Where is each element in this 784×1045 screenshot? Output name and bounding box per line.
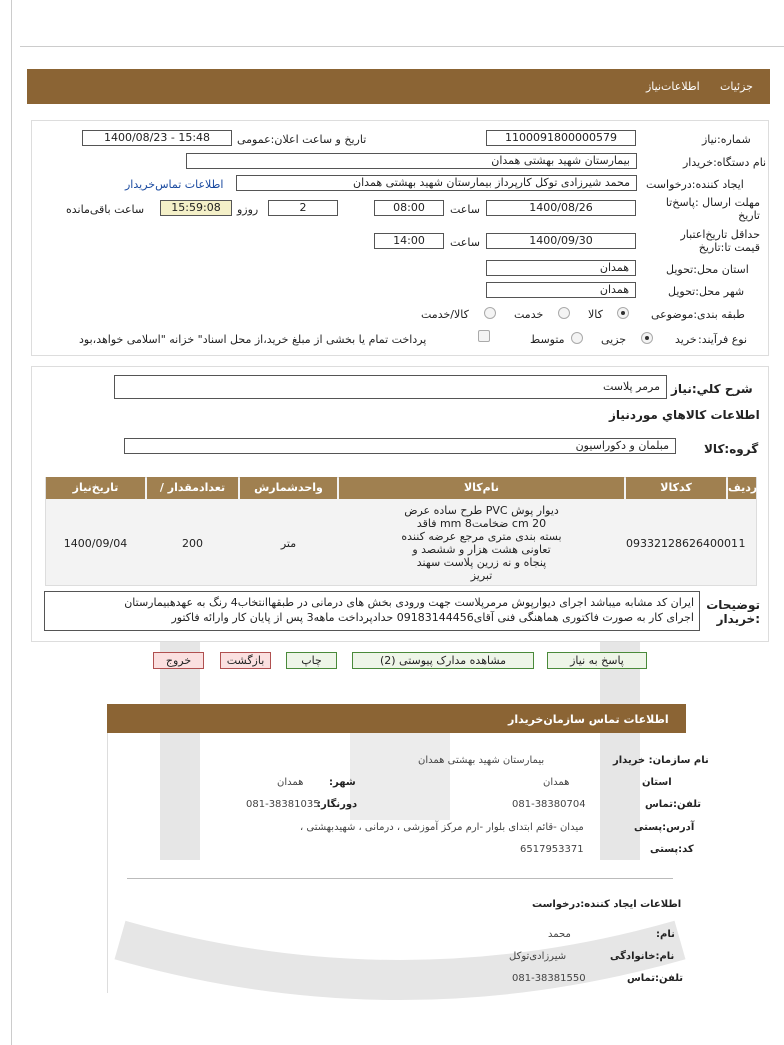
cell-unit: متر xyxy=(280,537,297,550)
announce-field: 1400/08/23 - 15:48 xyxy=(82,130,232,146)
validity-label: حداقل تاریخ‌اعتبار قیمت تا:تاریخ xyxy=(680,228,760,254)
buyer-org-field: بیمارستان شهید بهشتی همدان xyxy=(186,153,637,169)
process-partial-radio[interactable] xyxy=(641,332,653,344)
org-name-value: بیمارستان شهید بهشتی همدان xyxy=(418,755,545,766)
province-field: همدان xyxy=(486,260,636,276)
deadline-date-field: 1400/08/26 xyxy=(486,200,636,216)
phone-value-contact: 081-38380704 xyxy=(512,799,586,810)
back-button[interactable]: بازگشت xyxy=(220,652,271,669)
cell-need-date: 1400/09/04 xyxy=(63,537,128,550)
buyer-notes-label: توضیحات :خریدار xyxy=(706,598,760,626)
deadline-time-label: ساعت xyxy=(450,203,480,216)
buyer-notes-line: اجرای کار به صورت فاکتوری هماهنگی فنی آقای09183144456 حدادپرداخت ماهه3 پس از پایان کار وارائه فاکتور xyxy=(171,611,694,624)
item-name-line: 20 cm ضخامت8 mm فاقد xyxy=(416,517,547,530)
process-medium-label: متوسط xyxy=(530,333,565,346)
goods-group-label: گروه:کالا xyxy=(704,442,759,456)
cell-quantity: 200 xyxy=(182,537,203,550)
category-service-label: خدمت xyxy=(514,308,544,321)
general-desc-label: شرح کلي:نیاز xyxy=(671,382,753,396)
address-label-contact: آدرس:پستی xyxy=(634,822,695,833)
requester-label: ایجاد کننده:درخواست xyxy=(646,178,744,191)
exit-button[interactable]: خروج xyxy=(153,652,204,669)
col-header-unit: واحدشمارش xyxy=(240,477,337,499)
item-name-line: بسته بندی متری مرجع عرضه کننده xyxy=(401,530,562,543)
creator-family-label: نام:خانوادگی xyxy=(610,951,675,962)
buyer-notes-line: ایران کد مشابه میباشد اجرای دیوارپوش مرمرپلاست جهت ورودی بخش های درمانی در طبقهاانتخاب4 رنگ به عهدهبیمارستان xyxy=(124,596,694,609)
need-number-field: 1100091800000579 xyxy=(486,130,636,146)
postal-code-value: 6517953371 xyxy=(520,844,584,855)
process-buy-label: خرید xyxy=(675,333,697,346)
category-both-label: کالا/خدمت xyxy=(421,308,469,321)
treasury-payment-note: پرداخت تمام یا بخشی از مبلغ خرید،از محل اسناد" خزانه "اسلامی خواهد،بود xyxy=(79,333,427,346)
days-label: روزو xyxy=(237,203,259,216)
top-divider xyxy=(20,46,784,47)
goods-info-heading: اطلاعات کالاهاي موردنياز xyxy=(609,408,760,422)
remaining-time-field: 15:59:08 xyxy=(160,200,232,216)
buyer-contact-link[interactable]: اطلاعات تماس‌خریدار xyxy=(125,178,224,191)
attachments-button[interactable]: مشاهده مدارک پیوستی (2) xyxy=(352,652,534,669)
tab-details[interactable]: جزئیات xyxy=(720,80,753,93)
process-partial-label: جزیی xyxy=(601,333,627,346)
requester-field: محمد شیرزادی توکل کارپرداز بیمارستان شهید بهشتی همدان xyxy=(236,175,637,191)
cell-row-number: 1 xyxy=(738,537,746,550)
buyer-notes-box xyxy=(44,591,700,631)
address-value-contact: میدان -قائم ابتدای بلوار -ارم مرکز آموزشی ، درمانی ، شهیدبهشتی ، xyxy=(300,822,584,833)
creator-info-heading: اطلاعات ایجاد کننده:درخواست xyxy=(532,899,682,910)
remaining-label: ساعت باقی‌مانده xyxy=(66,203,145,216)
general-desc-field: مرمر پلاست xyxy=(114,375,667,399)
province-label: استان محل:تحویل xyxy=(666,263,749,276)
creator-name-value: محمد xyxy=(548,929,571,940)
process-label: نوع فرآیند: xyxy=(698,333,748,346)
contact-divider xyxy=(127,878,673,879)
validity-time-label: ساعت xyxy=(450,236,480,249)
creator-phone-label: تلفن:تماس xyxy=(627,973,684,984)
province-value-contact: همدان xyxy=(543,777,570,788)
process-medium-radio[interactable] xyxy=(571,332,583,344)
item-name-line: تبریز xyxy=(470,569,493,582)
category-service-radio[interactable] xyxy=(558,307,570,319)
fax-label-contact: دورنگار: xyxy=(317,799,358,810)
creator-phone-value: 081-38381550 xyxy=(512,973,586,984)
category-label: طبقه بندی:موضوعی xyxy=(651,308,745,321)
contact-section-border xyxy=(107,733,108,993)
category-goods-label: کالا xyxy=(588,308,603,321)
days-field: 2 xyxy=(268,200,338,216)
city-value-contact: همدان xyxy=(277,777,304,788)
cell-item-code: 0933212862640001 xyxy=(626,537,738,550)
reply-button[interactable]: پاسخ به نیاز xyxy=(547,652,647,669)
col-header-item-code: کدکالا xyxy=(626,477,726,499)
cell-item-name xyxy=(339,504,624,582)
tab-need-info[interactable]: اطلاعات‌نیاز xyxy=(646,80,700,93)
item-name-line: دیوار پوش PVC طرح ساده عرض xyxy=(404,504,559,517)
creator-family-value: شیرزادی‌توکل xyxy=(509,951,567,962)
postal-code-label: کد:پستی xyxy=(650,844,694,855)
announce-label: تاریخ و ساعت اعلان:عمومی xyxy=(237,133,367,146)
validity-date-field: 1400/09/30 xyxy=(486,233,636,249)
treasury-payment-checkbox[interactable] xyxy=(478,330,490,342)
creator-name-label: نام: xyxy=(656,929,675,940)
item-name-line: پنجاه و نه زرین پلاست سهند xyxy=(416,556,547,569)
item-name-line: تعاونی هشت هزار و ششصد و xyxy=(412,543,551,556)
need-number-label: شماره:نیاز xyxy=(702,133,751,146)
category-both-radio[interactable] xyxy=(484,307,496,319)
col-header-quantity: / تعدادمقدار xyxy=(147,477,238,499)
category-goods-radio[interactable] xyxy=(617,307,629,319)
buyer-org-label: نام دستگاه:خریدار xyxy=(683,156,767,169)
city-label-contact: شهر: xyxy=(329,777,356,788)
province-label-contact: استان xyxy=(642,777,672,788)
city-label: شهر محل:تحویل xyxy=(668,285,745,298)
deadline-time-field: 08:00 xyxy=(374,200,444,216)
city-field: همدان xyxy=(486,282,636,298)
col-header-item-name: نام‌کالا xyxy=(339,477,624,499)
contact-header-title: اطلاعات تماس سازمان‌خریدار xyxy=(508,713,669,726)
page-left-border xyxy=(11,0,12,1045)
col-header-row-number: ردیف xyxy=(728,477,756,499)
col-header-need-date: تاریخ‌نیاز xyxy=(46,477,145,499)
phone-label-contact: تلفن:تماس xyxy=(645,799,702,810)
validity-time-field: 14:00 xyxy=(374,233,444,249)
goods-group-field: مبلمان و دکوراسیون xyxy=(124,438,676,454)
deadline-label: مهلت ارسال :پاسخ‌تا تاریخ xyxy=(665,196,760,222)
fax-value-contact: 081-38381035 xyxy=(246,799,320,810)
org-name-label: نام سازمان: خریدار xyxy=(613,755,709,766)
print-button[interactable]: چاپ xyxy=(286,652,337,669)
